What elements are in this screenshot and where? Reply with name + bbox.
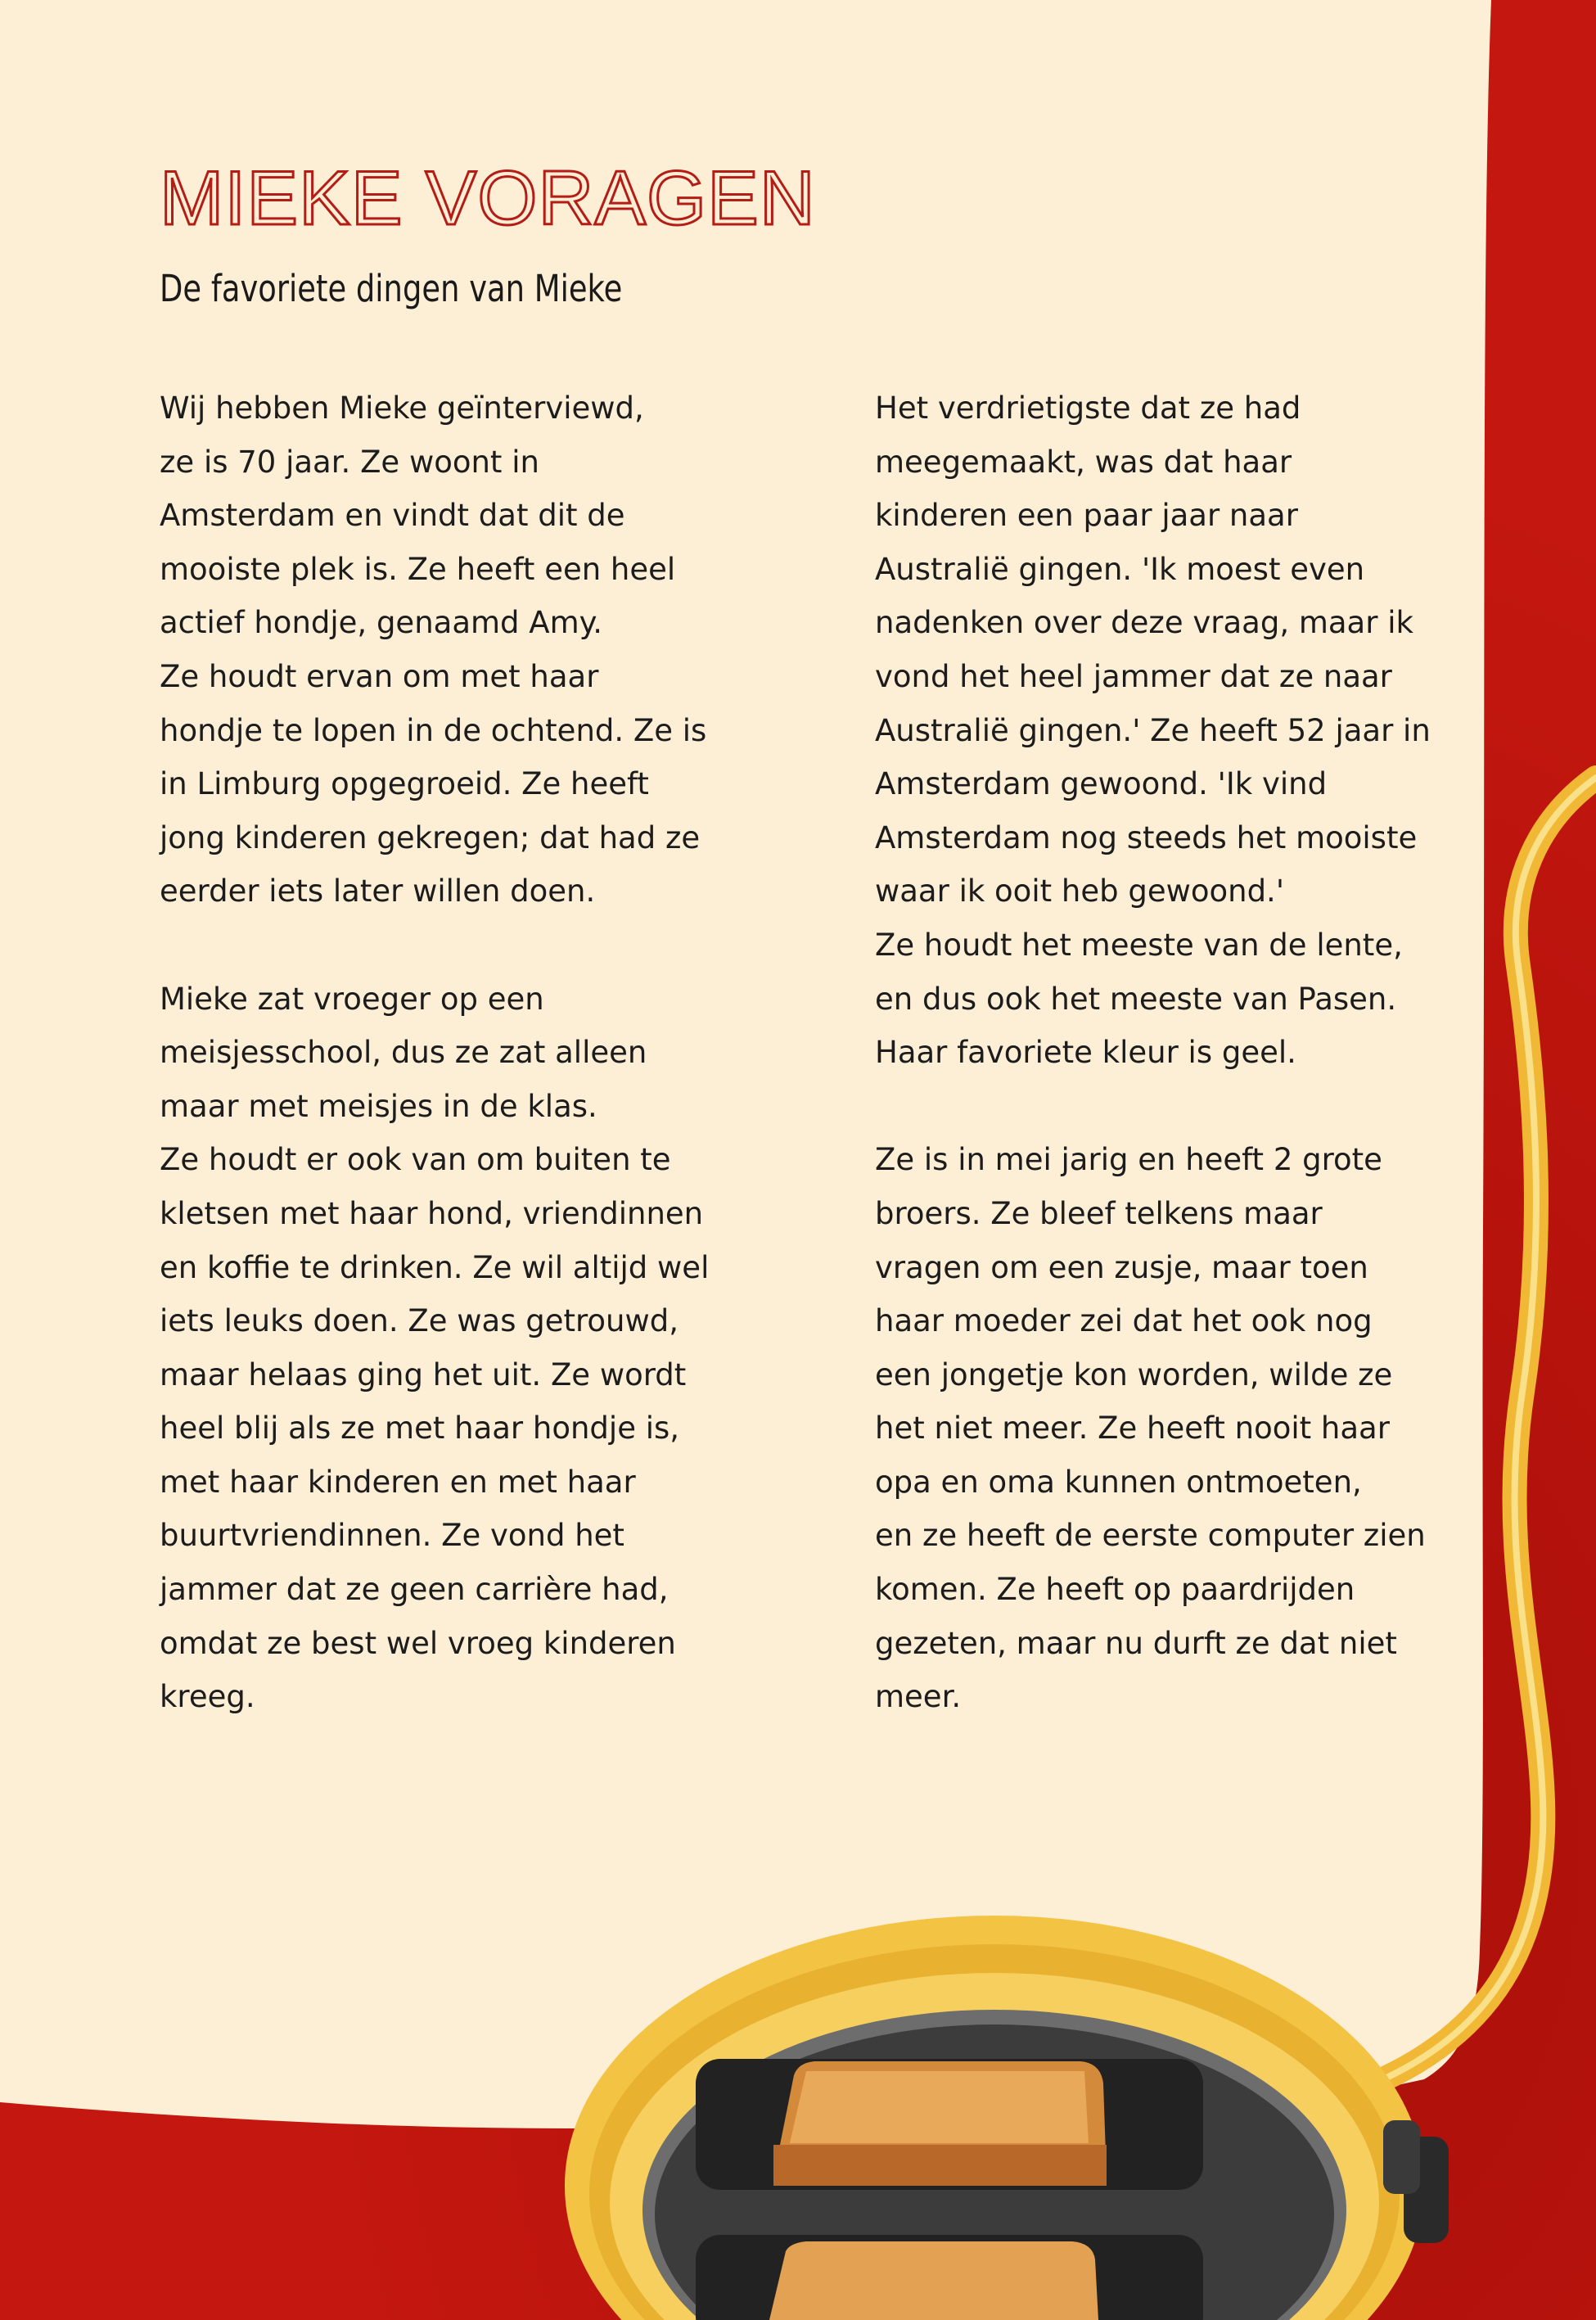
right-column xyxy=(875,381,1448,1724)
paragraph: Mieke zat vroeger op een meisjesschool, dus ze zat alleen maar met meisjes in de klas. Ze houdt er ook van om buiten te kletsen met haar hond, vriendinnen en koffie te drinken. Ze wil altijd wel iets leuks doen. Ze was getrouwd, maar helaas ging het uit. Ze wordt heel blij als ze met haar hondje is, met haar kinderen en met haar buurtvriendinnen. Ze vond het jammer dat ze geen carrière had, omdat ze best wel vroeg kinderen kreeg. xyxy=(160,981,710,1715)
paragraph: Het verdrietigste dat ze had meegemaakt, was dat haar kinderen een paar jaar naar Australië gingen. 'Ik moest even nadenken over deze vraag, maar ik vond het heel jammer dat ze naar Australië gingen.' Ze heeft 52 jaar in Amsterdam gewoond. 'Ik vind Amsterdam nog steeds het mooiste waar ik ooit heb gewoond.' Ze houdt het meeste van de lente, en dus ook het meeste van Pasen. Haar favoriete kleur is geel. xyxy=(875,390,1431,1071)
article-title: MIEKE VORAGEN xyxy=(160,155,816,241)
left-column xyxy=(160,381,733,1724)
paragraph: Ze is in mei jarig en heeft 2 grote broers. Ze bleef telkens maar vragen om een zusje, maar toen haar moeder zei dat het ook nog een jongetje kon worden, wilde ze het niet meer. Ze heeft nooit haar opa en oma kunnen ontmoeten, en ze heeft de eerste computer zien komen. Ze heeft op paardrijden gezeten, maar nu durft ze dat niet meer. xyxy=(875,1142,1426,1715)
article-subtitle: De favoriete dingen van Mieke xyxy=(160,267,623,310)
paragraph: Wij hebben Mieke geïnterviewd, ze is 70 jaar. Ze woont in Amsterdam en vindt dat dit de mooiste plek is. Ze heeft een heel actief hondje, genaamd Amy. Ze houdt ervan om met haar hondje te lopen in de ochtend. Ze is in Limburg opgegroeid. Ze heeft jong kinderen gekregen; dat had ze eerder iets later willen doen. xyxy=(160,390,707,909)
toaster-with-toast xyxy=(491,1899,1596,2320)
